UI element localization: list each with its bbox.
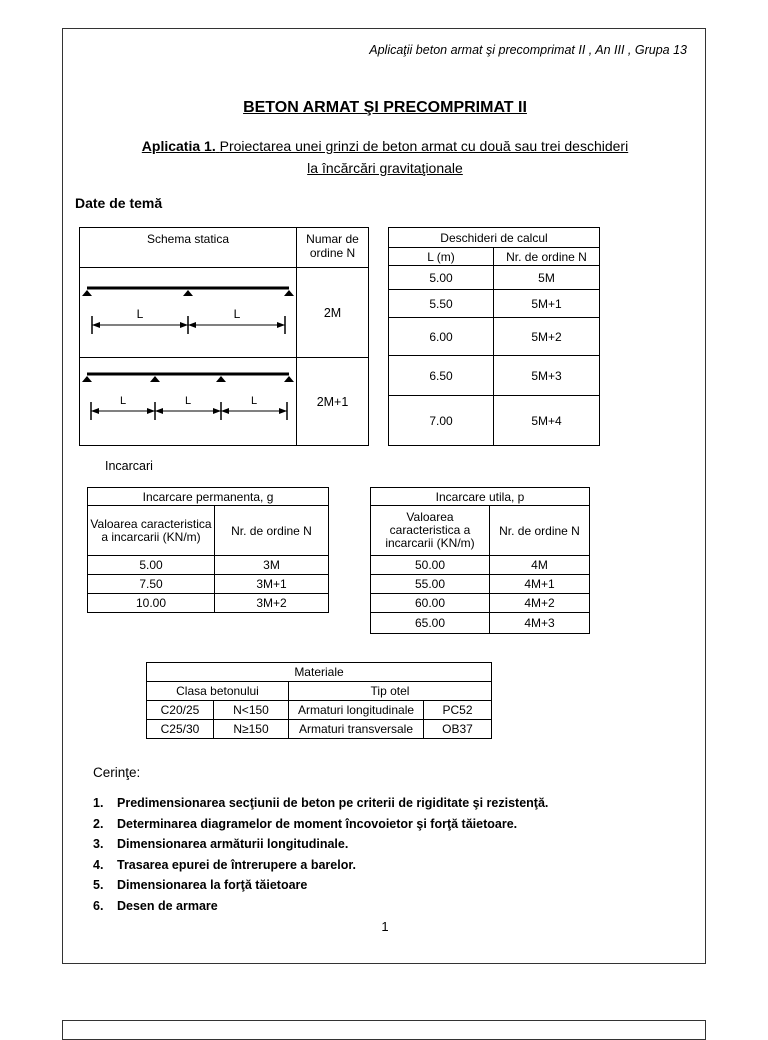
table-cell: 5M [494, 266, 600, 290]
table-cell: C25/30 [147, 720, 214, 739]
three-span-beam-diagram [80, 358, 297, 446]
table-row [88, 575, 329, 594]
list-item-text: Determinarea diagramelor de moment încovoietor şi forţă tăietoare. [117, 816, 518, 831]
incarcare-permanenta-table [87, 487, 329, 613]
materiale-table [146, 662, 492, 739]
table-cell: N<150 [214, 701, 289, 720]
table-row [147, 720, 492, 739]
requirements-list [93, 793, 548, 917]
page-header: Aplicaţii beton armat şi precomprimat II , An III , Grupa 13 [369, 43, 687, 57]
table-cell: C20/25 [147, 701, 214, 720]
valoarea-header: Valoarea caracteristica a incarcarii (KN/m) [88, 506, 215, 556]
span-label: L [184, 395, 192, 407]
table-cell: 65.00 [371, 613, 490, 634]
list-item-text: Desen de armare [117, 898, 218, 913]
table-row [371, 594, 590, 613]
document-page [62, 28, 706, 964]
table-cell: 6.00 [389, 318, 494, 356]
list-item-number: 4. [93, 857, 104, 872]
section-heading-date-tema: Date de temă [75, 195, 163, 211]
clasa-betonului-header: Clasa betonului [147, 682, 289, 701]
list-item-number: 2. [93, 816, 104, 831]
nr-ordine-header: Nr. de ordine N [490, 506, 590, 556]
table-cell: 5.00 [88, 556, 215, 575]
two-span-beam-svg [81, 268, 295, 354]
list-item [93, 855, 548, 876]
list-item-text: Trasarea epurei de întrerupere a barelor. [117, 857, 357, 872]
next-page-edge [62, 1020, 706, 1040]
list-item-number: 1. [93, 796, 104, 810]
table-cell: 5.00 [389, 266, 494, 290]
table-cell: 50.00 [371, 556, 490, 575]
table-cell: 4M+3 [490, 613, 590, 634]
span-label: L [233, 307, 241, 321]
nr-ordine-header: Nr. de ordine N [215, 506, 329, 556]
table-cell: 4M [490, 556, 590, 575]
materiale-title: Materiale [147, 663, 492, 682]
tip-otel-header: Tip otel [289, 682, 492, 701]
incarcari-label: Incarcari [105, 459, 153, 473]
table-row [88, 594, 329, 613]
ordine-2m-plus-1: 2M+1 [297, 358, 369, 446]
table-row [389, 396, 600, 446]
span-label: L [119, 395, 127, 407]
deschideri-table [388, 227, 600, 446]
document-title: BETON ARMAT ŞI PRECOMPRIMAT II [243, 99, 527, 116]
table-cell: 4M+1 [490, 575, 590, 594]
ordine-header: Numar de ordine N [297, 228, 369, 268]
table-cell: 5M+3 [494, 356, 600, 396]
ordine-2m: 2M [297, 268, 369, 358]
list-item-text: Dimensionarea la forţă tăietoare [117, 878, 308, 893]
l-header: L (m) [389, 248, 494, 266]
table-cell: 7.00 [389, 396, 494, 446]
table-row [147, 701, 492, 720]
page-number: 1 [381, 919, 389, 934]
valoarea-header: Valoarea caracteristica a incarcarii (KN/m) [371, 506, 490, 556]
deschideri-title: Deschideri de calcul [389, 228, 600, 248]
table-cell: 4M+2 [490, 594, 590, 613]
table-cell: 60.00 [371, 594, 490, 613]
table-cell: PC52 [424, 701, 492, 720]
table-row [389, 290, 600, 318]
schema-header: Schema statica [80, 228, 297, 268]
nr-ordine-header: Nr. de ordine N [494, 248, 600, 266]
table-row [389, 318, 600, 356]
table-row [389, 356, 600, 396]
application-text-line2: la încărcări gravitaţionale [307, 160, 463, 176]
table-cell: 3M [215, 556, 329, 575]
table-cell: 6.50 [389, 356, 494, 396]
list-item-text: Predimensionarea secţiunii de beton pe criterii de rigiditate şi rezistenţă. [117, 796, 549, 810]
list-item-number: 3. [93, 837, 104, 852]
table-row [88, 556, 329, 575]
table-cell: 5.50 [389, 290, 494, 318]
table-cell: 3M+2 [215, 594, 329, 613]
table-row [371, 556, 590, 575]
table-cell: 55.00 [371, 575, 490, 594]
span-label: L [136, 307, 144, 321]
cerinte-label: Cerinţe: [93, 765, 141, 780]
table-cell: Armaturi transversale [289, 720, 424, 739]
three-span-beam-svg [81, 358, 295, 442]
application-label: Aplicatia 1. [141, 138, 216, 154]
utila-title: Incarcare utila, p [371, 488, 590, 506]
table-cell: 10.00 [88, 594, 215, 613]
table-cell: OB37 [424, 720, 492, 739]
list-item-number: 6. [93, 898, 104, 913]
table-cell: Armaturi longitudinale [289, 701, 424, 720]
table-row [389, 266, 600, 290]
table-cell: 5M+1 [494, 290, 600, 318]
span-label: L [250, 395, 258, 407]
two-span-beam-diagram [80, 268, 297, 358]
table-row [371, 575, 590, 594]
list-item [93, 875, 548, 896]
application-subtitle [93, 135, 677, 179]
table-row [371, 613, 590, 634]
permanenta-title: Incarcare permanenta, g [88, 488, 329, 506]
table-cell: 7.50 [88, 575, 215, 594]
schema-statica-table [79, 227, 369, 446]
table-cell: 5M+2 [494, 318, 600, 356]
list-item [93, 814, 548, 835]
list-item-number: 5. [93, 878, 104, 893]
list-item [93, 896, 548, 917]
list-item [93, 793, 548, 814]
table-cell: 5M+4 [494, 396, 600, 446]
list-item [93, 834, 548, 855]
list-item-text: Dimensionarea armăturii longitudinale. [117, 837, 349, 852]
table-cell: 3M+1 [215, 575, 329, 594]
incarcare-utila-table [370, 487, 590, 634]
application-text: Proiectarea unei grinzi de beton armat cu două sau trei deschideri [219, 138, 629, 154]
table-cell: N≥150 [214, 720, 289, 739]
